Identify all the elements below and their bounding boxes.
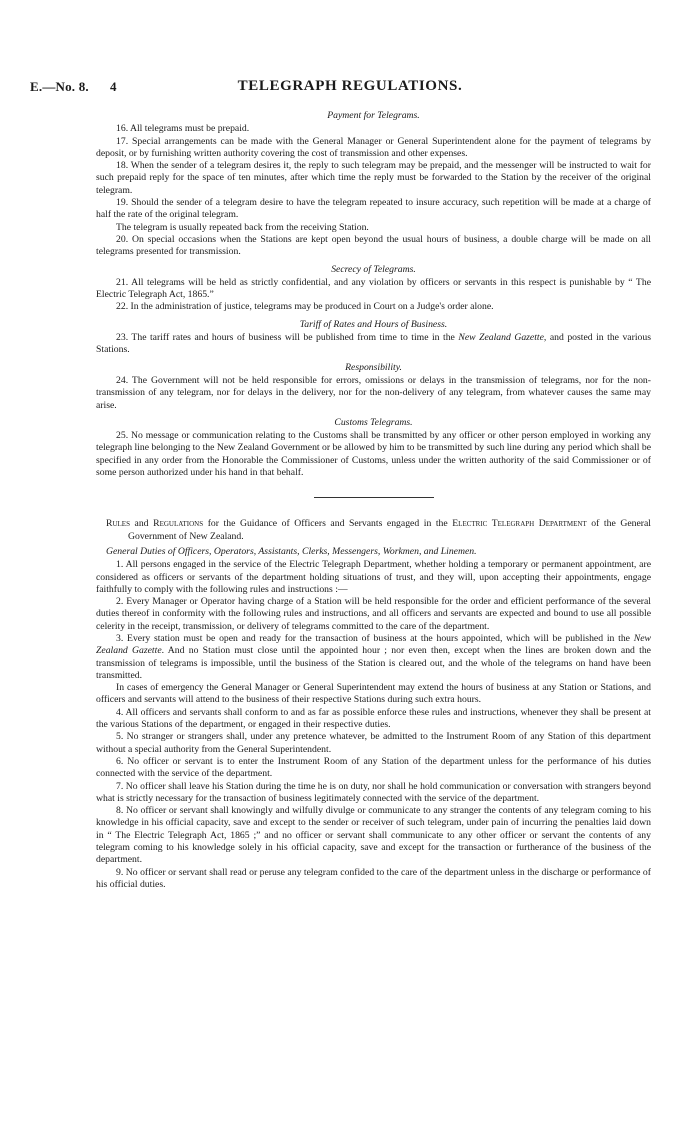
page-header <box>30 79 670 101</box>
rule-6: 6. No officer or servant is to enter the Instrument Room of any Station of the department unless for the performance of his duties connected with the service of the department. <box>96 755 651 780</box>
rules-title-regulations: Regulations <box>153 518 204 530</box>
paragraph-21: 21. All telegrams will be held as strictly confidential, and any violation by officers or servants in this respect is punishable by “ The Electric Telegraph Act, 1865.” <box>96 276 651 301</box>
document-body <box>96 110 651 891</box>
heading-payment: Payment for Telegrams. <box>327 110 420 121</box>
rule-3-emergency: In cases of emergency the General Manager or General Superintendent may extend the hours of business at any Station or Stations, and officers and servants will attend to the business of their respective Stations during such extra hours. <box>96 682 651 706</box>
paragraph-23-text-b: , and posted in the various Stations. <box>96 332 651 356</box>
section-divider <box>314 497 434 498</box>
paragraph-23 <box>96 332 651 357</box>
heading-secrecy: Secrecy of Telegrams. <box>331 263 416 275</box>
rules-title-rules: Rules <box>106 518 130 530</box>
rule-1: 1. All persons engaged in the service of the Electric Telegraph Department, whether holding a temporary or permanent appointment, are considered as officers or servants of the department holding situations of trust, and they will, upon accepting their appointments, engage faithfully to comply with the following rules and instructions :— <box>96 559 651 595</box>
rules-title-and: and <box>129 518 154 530</box>
rule-4: 4. All officers and servants shall conform to and as far as possible enforce these rules and instructions, whenever they shall be present at the various Stations of the department, or engaged in their respective duties. <box>96 706 651 731</box>
rule-3-text-a: 3. Every station must be open and ready for the transaction of business at the hours appointed, which will be published in the <box>116 632 634 644</box>
paragraph-19-note: The telegram is usually repeated back from the receiving Station. <box>116 221 369 233</box>
document-code: E.—No. 8. <box>30 79 89 94</box>
rule-5: 5. No stranger or strangers shall, under any pretence whatever, be admitted to the Instrument Room of any Station of this department without a special authority from the General Superintendent. <box>96 731 651 755</box>
paragraph-23-gazette: New Zealand Gazette <box>458 332 544 344</box>
rules-title <box>96 518 651 543</box>
rule-8: 8. No officer or servant shall knowingly and wilfully divulge or communicate to any stranger the contents of any telegram coming to his knowledge in his official capacity, save and except to the sender or receiver of such telegram, under pain of incurring the penalties laid down in “ The Electric Telegraph Act, 1865 ;” and no officer or servant shall communicate to any other officer or servant the contents of any telegram coming to his knowledge solely in his official capacity, save and except for the transaction or furtherance of the business of the department. <box>96 805 651 866</box>
heading-tariff: Tariff of Rates and Hours of Business. <box>299 318 448 330</box>
rules-title-middle: for the Guidance of Officers and Servants engaged in the <box>203 518 453 530</box>
paragraph-25: 25. No message or communication relating to the Customs shall be transmitted by any officer or other person employed in working any telegraph line belonging to the New Zealand Government or be allowed by him to be transmitted by such line during any period which shall be specified in any order from the Honorable the Commissioner of Customs, unless under the written authority of the said Commissioner or of some person authorized under his hand in that behalf. <box>96 430 651 479</box>
rules-title-department: Electric Telegraph Department <box>452 518 587 530</box>
rule-3-text-b: . And no Station must close until the appointed hour ; nor even then, except when the lines are broken down and the transmission of telegrams is impossible, until the business of the Station is cleared out, and the whole of the telegrams on hand have been transmitted. <box>96 645 651 681</box>
paragraph-16: 16. All telegrams must be prepaid. <box>116 123 250 135</box>
page-title: TELEGRAPH REGULATIONS. <box>237 78 463 94</box>
rule-9: 9. No officer or servant shall read or peruse any telegram confided to the care of the department unless in the discharge or performance of his official duties. <box>96 866 651 890</box>
paragraph-22: 22. In the administration of justice, telegrams may be produced in Court on a Judge's order alone. <box>116 301 494 313</box>
paragraph-24: 24. The Government will not be held responsible for errors, omissions or delays in the transmission of telegrams, nor for the non-transmission of any telegram, nor for delays in the delivery, nor for the non-delivery of any telegram, from whatever causes the same may arise. <box>96 374 651 411</box>
heading-customs: Customs Telegrams. <box>334 416 413 428</box>
paragraph-19: 19. Should the sender of a telegram desire to have the telegram repeated to insure accuracy, such repetition will be made at a charge of half the rate of the original telegram. <box>96 197 651 221</box>
rule-3-gazette: New Zealand Gazette <box>96 632 651 657</box>
paragraph-18: 18. When the sender of a telegram desires it, the reply to such telegram may be prepaid, and the messenger will be instructed to wait for such prepaid reply for the space of ten minutes, after which time the reply must be forwarded to the Station by the receiver of the original telegram. <box>96 160 651 196</box>
page-number: 4 <box>110 79 117 94</box>
rules-subheading: General Duties of Officers, Operators, Assistants, Clerks, Messengers, Workmen, and Linemen. <box>106 545 477 557</box>
rule-3 <box>96 633 651 682</box>
paragraph-20: 20. On special occasions when the Stations are kept open beyond the usual hours of business, a double charge will be made on all telegrams presented for transmission. <box>96 233 651 258</box>
rule-7: 7. No officer shall leave his Station during the time he is on duty, nor shall he hold communication or conversation with strangers beyond what is strictly necessary for the transaction of business legitimately connected with the service of the department. <box>96 780 651 804</box>
paragraph-23-text-a: 23. The tariff rates and hours of business will be published from time to time in the <box>116 332 459 344</box>
paragraph-17: 17. Special arrangements can be made with the General Manager or General Superintendent alone for the payment of telegrams by deposit, or by furnishing written authority covering the cost of transmission and other expenses. <box>96 135 651 159</box>
heading-responsibility: Responsibility. <box>345 361 402 373</box>
rules-title-end: of the General Government of New Zealand. <box>128 518 651 542</box>
rule-2: 2. Every Manager or Operator having charge of a Station will be held responsible for the order and efficient performance of the several duties thereof in conformity with the following rules and instructions, and all officers and servants are expected and bound to use all possible celerity in the receipt, transmission, or delivery of telegrams committed to the care of the department. <box>96 596 651 632</box>
